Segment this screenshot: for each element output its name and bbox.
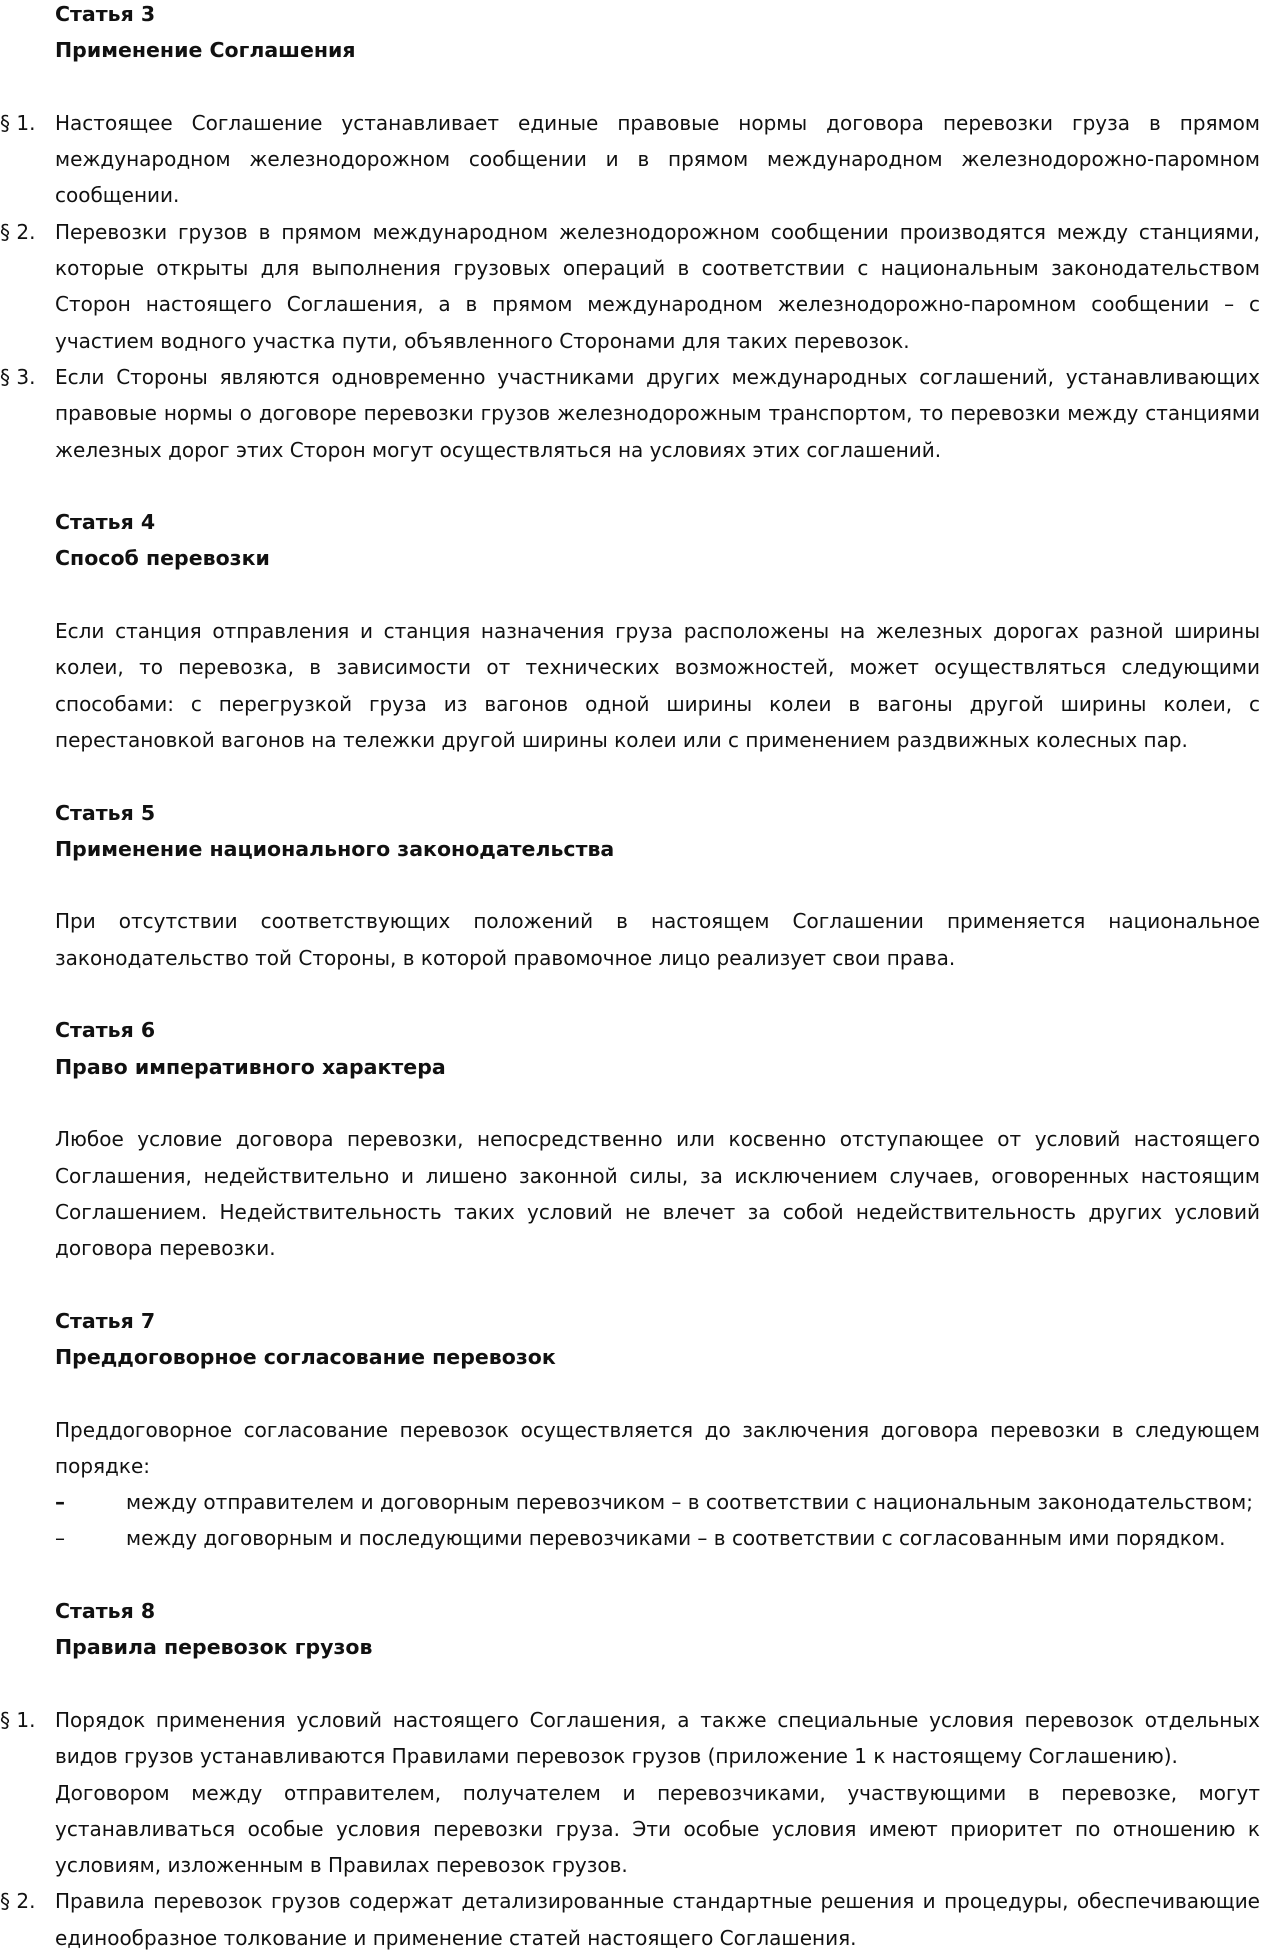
paragraph-item [0,214,1260,359]
article-heading [55,504,1260,577]
paragraph-item [0,105,1260,214]
article-heading [55,1303,1260,1376]
article-paragraph: Любое условие договора перевозки, непосредственно или косвенно отступающее от условий настоящего Соглашения, недействительно и лишено законной силы, за исключением случаев, оговоренных настоящим Соглашением. Недействительность таких условий не влечет за собой недействительность других условий договора перевозки. [55,1127,1260,1261]
article-paragraph: Если станция отправления и станция назначения груза расположены на железных дорогах разной ширины колеи, то перевозка, в зависимости от технических возможностей, может осуществляться следующими способами: с перегрузкой груза из вагонов одной ширины колеи в вагоны другой ширины колеи, с перестановкой вагонов на тележки другой ширины колеи или с применением раздвижных колесных пар. [55,619,1260,752]
article-number: Статья 5 [55,800,156,825]
article-paragraph: При отсутствии соответствующих положений в настоящем Соглашении применяется национальное законодательство той Стороны, в которой правомочное лицо реализует свои права. [55,909,1260,970]
list-text: между договорным и последующими перевозчиками – в соответствии с согласованным ими порядком. [126,1526,1226,1551]
article-heading [55,0,1260,69]
article-number: Статья 3 [55,2,156,26]
article-number: Статья 8 [55,1599,156,1624]
article-number: Статья 7 [55,1308,156,1333]
article-heading [55,1012,1260,1085]
section-number: § 2. [0,1889,36,1914]
section-text-part: Порядок применения условий настоящего Соглашения, а также специальные условия перевозок отдельных видов грузов устанавливаются Правилами перевозок грузов (приложение 1 к настоящему Соглашению). [55,1707,1260,1769]
article-3 [0,0,1260,468]
article-8 [0,1593,1260,1956]
article-6 [55,1012,1260,1266]
section-text-part: Договором между отправителем, получателем и перевозчиками, участвующими в перевозке, могут устанавливаться особые условия перевозки груза. Эти особые условия имеют приоритет по отношению к условиям, изложенным в Правилах перевозок грузов. [55,1780,1260,1878]
article-heading [55,795,1260,868]
article-number: Статья 4 [55,510,156,535]
article-4 [55,504,1260,758]
article-title: Преддоговорное согласование перевозок [55,1344,556,1369]
section-number: § 2. [0,219,36,244]
list-text: между отправителем и договорным перевозчиком – в соответствии с национальным законодательством; [126,1490,1253,1515]
list-item [55,1484,1260,1520]
article-7 [55,1303,1260,1557]
section-text: Настоящее Соглашение устанавливает единые правовые нормы договора перевозки груза в прямом международном железнодорожном сообщении и в прямом международном железнодорожно-паромном сообщении. [55,110,1260,208]
article-title: Применение Соглашения [55,38,356,63]
article-number: Статья 6 [55,1018,156,1043]
section-number: § 1. [0,110,36,135]
section-text: Перевозки грузов в прямом международном железнодорожном сообщении производятся между станциями, которые открыты для выполнения грузовых операций в соответствии с национальным законодательством Сторон настоящего Соглашения, а в прямом международном железнодорожно-паромном сообщении – с участием водного участка пути, объявленного Сторонами для таких перевозок. [55,219,1260,353]
paragraph-item [0,1883,1260,1956]
article-heading [55,1593,1260,1666]
list-dash: – [55,1490,65,1515]
article-5 [55,795,1260,976]
section-text: Если Стороны являются одновременно участниками других международных соглашений, устанавливающих правовые нормы о договоре перевозки грузов железнодорожным транспортом, то перевозки между станциями железных дорог этих Сторон могут осуществляться на условиях этих соглашений. [55,364,1260,462]
paragraph-item [0,1702,1260,1883]
list-item [55,1520,1260,1556]
paragraph-item [0,359,1260,468]
section-number: § 3. [0,364,36,389]
article-title: Правила перевозок грузов [55,1635,373,1660]
list-dash: – [55,1526,65,1551]
article-title: Применение национального законодательства [55,836,615,861]
section-text: Правила перевозок грузов содержат детализированные стандартные решения и процедуры, обеспечивающие единообразное толкование и применение статей настоящего Соглашения. [55,1889,1260,1950]
article-paragraph: Преддоговорное согласование перевозок осуществляется до заключения договора перевозки в следующем порядке: [55,1417,1260,1478]
section-text [55,1702,1260,1883]
article-title: Право императивного характера [55,1054,446,1079]
section-number: § 1. [0,1707,36,1732]
article-title: Способ перевозки [55,546,270,571]
